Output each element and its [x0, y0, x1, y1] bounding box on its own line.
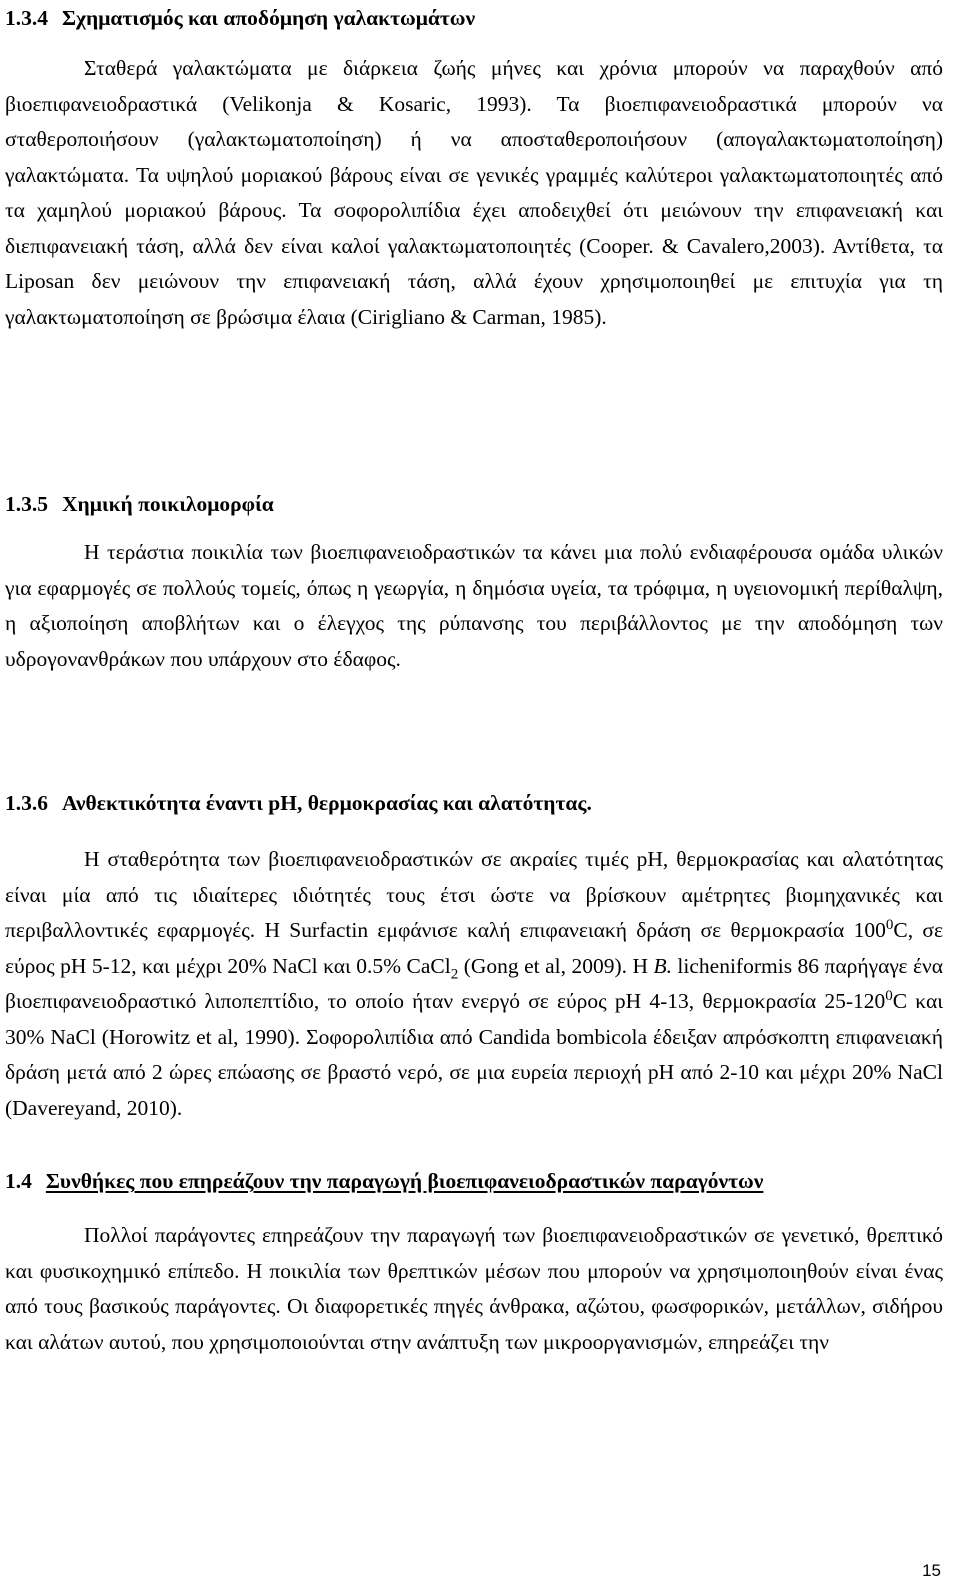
section-number: 1.3.5 — [5, 492, 48, 516]
paragraph-text: licheniformis 86 παρήγαγε ένα βιοεπιφανειοδραστικό λιποπεπτίδιο, το οποίο ήταν ενεργό σε εύρος pH 4-13, θερμοκρασία 25-120 — [5, 953, 943, 1013]
italic-genus: B. — [653, 953, 672, 978]
paragraph-text: C και 30% NaCl (Horowitz et al, 1990). Σοφορολιπίδια από Candida bombicola έδειξαν απρόσκοπτη επιφανειακή δράση μετά από 2 ώρες επώασης σε βραστό νερό, σε μια ευρεία περιοχή pH από 2-10 και μέχρι 20% NaCl (Davereyand, 2010). — [5, 989, 943, 1120]
section-title: Ανθεκτικότητα έναντι pH, θερμοκρασίας και αλατότητας. — [62, 791, 592, 815]
section-title: Χημική ποικιλομορφία — [62, 492, 274, 516]
section-title: Σχηματισμός και αποδόμηση γαλακτωμάτων — [62, 6, 476, 30]
superscript-degree: 0 — [885, 916, 894, 933]
paragraph-text: (Gong et al, 2009). Η — [458, 953, 654, 978]
section-number: 1.4 — [5, 1169, 32, 1193]
paragraph-text: C, σε εύρος pH 5-12, και μέχρι 20% NaCl και 0.5% CaCl — [5, 918, 943, 978]
section-heading-1-3-6 — [5, 790, 592, 816]
superscript-degree: 0 — [885, 987, 893, 1004]
paragraph-production-conditions: Πολλοί παράγοντες επηρεάζουν την παραγωγή των βιοεπιφανειοδραστικών σε γενετικό, θρεπτικό και φυσικοχημικό επίπεδο. Η ποικιλία των θρεπτικών μέσων που μπορούν να χρησιμοποιηθούν είναι ένας από τους βασικούς παράγοντες. Οι διαφορετικές πηγές άνθρακα, αζώτου, φωσφορικών, μετάλλων, σιδήρου και αλάτων αυτού, που χρησιμοποιούνται στην ανάπτυξη των μικροοργανισμών, επηρεάζει την — [5, 1223, 943, 1354]
section-heading-1-3-4 — [5, 5, 475, 31]
section-number: 1.3.6 — [5, 791, 48, 815]
paragraph-emulsions: Σταθερά γαλακτώματα με διάρκεια ζωής μήνες και χρόνια μπορούν να παραχθούν από βιοεπιφανειοδραστικά (Velikonja & Kosaric, 1993). Τα βιοεπιφανειοδραστικά μπορούν να σταθεροποιήσουν (γαλακτωματοποίηση) ή να αποσταθεροποιήσουν (απογαλακτωματοποίηση) γαλακτώματα. Τα υψηλού μοριακού βάρους είναι σε γενικές γραμμές καλύτεροι γαλακτωματοποιητές από τα χαμηλού μοριακού βάρους. Τα σοφορολιπίδια έχει αποδειχθεί ότι μειώνουν την επιφανειακή και διεπιφανειακή τάση, αλλά δεν είναι καλοί γαλακτωματοποιητές (Cooper. & Cavalero,2003). Αντίθετα, τα Liposan δεν μειώνουν την επιφανειακή τάση, αλλά έχουν χρησιμοποιηθεί με επιτυχία για τη γαλακτωματοποίηση σε βρώσιμα έλαια (Cirigliano & Carman, 1985). — [5, 56, 943, 329]
section-heading-1-4 — [5, 1168, 763, 1194]
section-title: Συνθήκες που επηρεάζουν την παραγωγή βιοεπιφανειοδραστικών παραγόντων — [45, 1169, 764, 1193]
paragraph-text: Η σταθερότητα των βιοεπιφανειοδραστικών σε ακραίες τιμές pH, θερμοκρασίας και αλατότητας είναι μία από τις ιδιαίτερες ιδιότητές τους έτσι ώστε να βρίσκουν αμέτρητες βιομηχανικές και περιβαλλοντικές εφαρμογές. Η Surfactin εμφάνισε καλή επιφανειακή δράση σε θερμοκρασία 100 — [5, 847, 943, 942]
section-heading-1-3-5 — [5, 491, 274, 517]
paragraph-chemical-diversity: Η τεράστια ποικιλία των βιοεπιφανειοδραστικών τα κάνει μια πολύ ενδιαφέρουσα ομάδα υλικών για εφαρμογές σε πολλούς τομείς, όπως η γεωργία, η δημόσια υγεία, τα τρόφιμα, η υγειονομική περίθαλψη, η αξιοποίηση αποβλήτων και ο έλεγχος της ρύπανσης του περιβάλλοντος με την αποδόμηση των υδρογονανθράκων που υπάρχουν στο έδαφος. — [5, 540, 943, 671]
paragraph-stability — [5, 842, 943, 1126]
subscript-two: 2 — [450, 965, 459, 982]
page-number: 15 — [922, 1561, 941, 1580]
section-number: 1.3.4 — [5, 6, 48, 30]
